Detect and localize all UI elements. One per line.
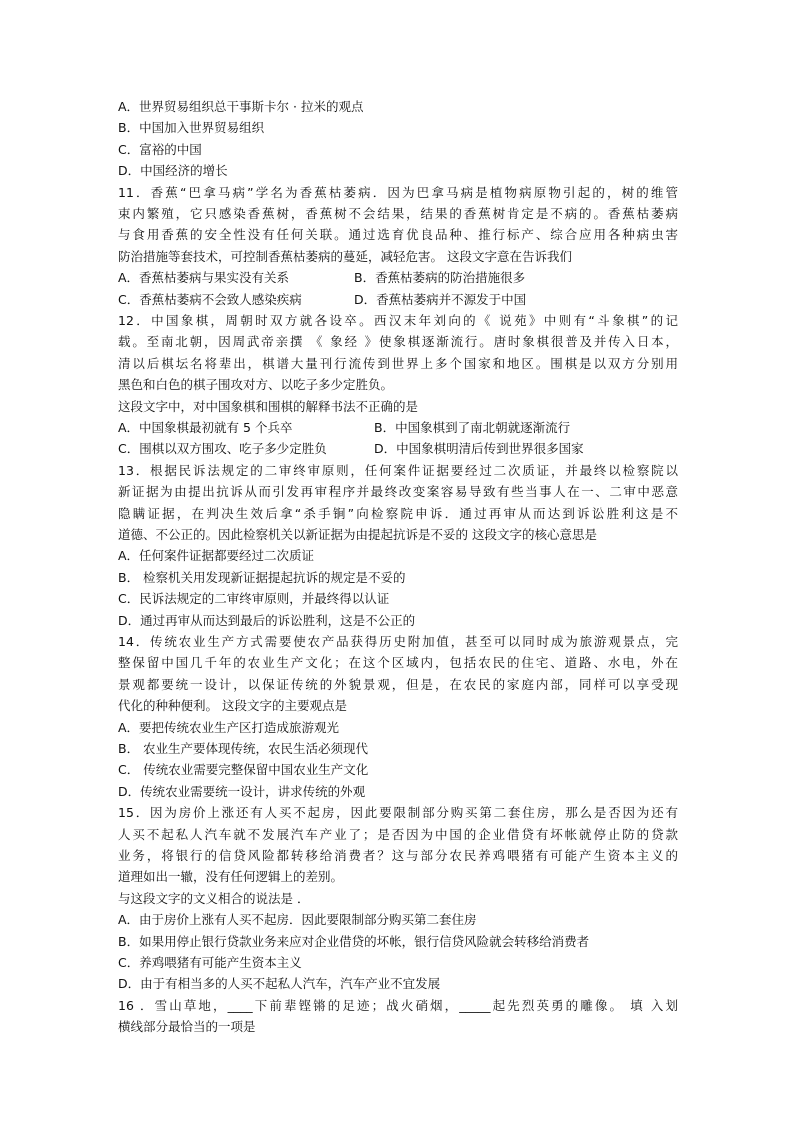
q12-option-c: C．围棋以双方围攻、吃子多少定胜负: [118, 441, 327, 457]
q13-stem-line: 13．根据民诉法规定的二审终审原则，任何案件证据要经过二次质证，并最终以检察院以: [118, 462, 678, 478]
q15-stem-line: 业务，将银行的信贷风险都转移给消费者？这与部分农民养鸡喂猪有可能产生资本主义的: [118, 848, 678, 863]
q12-stem-line: 这段文字中，对中国象棋和围棋的解释书法不正确的是: [118, 398, 419, 414]
q14-option-d: D．传统农业需要统一设计，讲求传统的外观: [118, 783, 366, 799]
q12-stem-line: 黑色和白色的棋子围攻对方、以吃子多少定胜负。: [118, 377, 394, 393]
q15-option-b: B．如果用停止银行贷款业务来应对企业借贷的坏帐，银行信贷风险就会转移给消费者: [118, 933, 590, 949]
q14-option-c: C． 传统农业需要完整保留中国农业生产文化: [118, 762, 369, 778]
q12-stem-line: 清以后棋坛名将辈出，棋谱大量刊行流传到世界上多个国家和地区。围棋是以双方分别用: [118, 355, 678, 371]
q10-option-a: A．世界贸易组织总干事斯卡尔 · 拉米的观点: [118, 99, 364, 114]
q16-stem-line: 横线部分最恰当的一项是: [118, 1019, 256, 1035]
q11-option-c: C．香蕉枯萎病不会致人感染疾病: [118, 291, 302, 307]
q11-options-row-2: [118, 289, 678, 310]
q14-stem-line: 代化的种种便利。 这段文字的主要观点是: [118, 698, 347, 714]
q16-stem-line: 16 ．雪山草地，____下前辈铿锵的足迹；战火硝烟，_____起先烈英勇的雕像。 填 入划: [118, 997, 678, 1013]
q12-option-b: B．中国象棋到了南北朝就逐渐流行: [374, 420, 571, 435]
q14-stem-line: 14．传统农业生产方式需要使农产品获得历史附加值，甚至可以同时成为旅游观景点，完: [118, 634, 678, 650]
q10-option-d: D．中国经济的增长: [118, 163, 228, 179]
q13-stem-line: 道德、不公正的。因此检察机关以新证据为由提起抗诉是不妥的 这段文字的核心意思是: [118, 526, 597, 542]
q15-option-a: A．由于房价上涨有人买不起房．因此要限制部分购买第二套住房: [118, 912, 477, 928]
q11-stem-line: 与食用香蕉的安全性没有任何关联。通过选育优良品种、推行标产、综合应用各种病虫害: [118, 227, 678, 243]
q14-option-a: A．要把传统农业生产区打造成旅游观光: [118, 719, 340, 735]
q11-option-b: B．香蕉枯萎病的防治措施很多: [354, 270, 526, 286]
question-12: [118, 310, 678, 460]
q14-stem-line: 景观都要统一设计，以保证传统的外貌景观，但是，在农民的家庭内部，同样可以享受现: [118, 676, 678, 692]
question-10-options: [118, 96, 678, 182]
q11-stem-line: 束内繁殖，它只感染香蕉树，香蕉树不会结果，结果的香蕉树肯定是不病的。香蕉枯萎病: [118, 206, 678, 222]
q12-stem-line: 12．中国象棋，周朝时双方就各设卒。西汉末年刘向的《 说苑》中则有“斗象棋”的记: [118, 313, 678, 329]
q12-options-row-2: [118, 438, 678, 459]
q11-option-d: D．香蕉枯萎病并不源发于中国: [354, 291, 527, 307]
q14-stem-line: 整保留中国几千年的农业生产文化；在这个区域内，包括农民的住宅、道路、水电，外在: [118, 655, 678, 671]
q13-option-a: A．任何案件证据都要经过二次质证: [118, 548, 315, 564]
q12-options-row-1: [118, 417, 678, 438]
q15-stem-line: 与这段文字的文义相合的说法是 ．: [118, 890, 310, 906]
q12-stem-line: 载。至南北朝，因周武帝亲撰 《 象经 》使象棋逐渐流行。唐时象棋很普及并传入日本，: [118, 334, 678, 350]
q13-option-b: B． 检察机关用发现新证据提起抗诉的规定是不妥的: [118, 569, 406, 585]
q15-stem-line: 15．因为房价上涨还有人买不起房，因此要限制部分购买第二套住房，那么是否因为还有: [118, 805, 678, 821]
q13-stem-line: 新证据为由提出抗诉从而引发再审程序并最终改变案容易导致有些当事人在一、二审中恶意: [118, 484, 678, 500]
q15-stem-line: 人买不起私人汽车就不发展汽车产业了；是否因为中国的企业借贷有坏帐就停止防的贷款: [118, 826, 678, 842]
q13-stem-line: 隐瞒证据，在判决生效后拿“杀手锏”向检察院申诉．通过再审从而达到诉讼胜利这是不: [118, 505, 678, 521]
q11-stem-line: 防治措施等套技术，可控制香蕉枯萎病的蔓延，减轻危害。 这段文字意在告诉我们: [118, 248, 572, 264]
question-15: [118, 802, 678, 995]
question-13: [118, 460, 678, 631]
q11-stem-line: 11．香蕉“巴拿马病”学名为香蕉枯萎病．因为巴拿马病是植物病原物引起的，树的维管: [118, 184, 678, 200]
q13-option-c: C．民诉法规定的二审终审原则，并最终得以认证: [118, 591, 390, 607]
q15-option-d: D．由于有相当多的人买不起私人汽车，汽车产业不宜发展: [118, 976, 441, 992]
question-11: [118, 182, 678, 310]
q11-options-row-1: [118, 267, 678, 288]
q13-option-d: D．通过再审从而达到最后的诉讼胜利，这是不公正的: [118, 612, 416, 628]
q12-option-d: D．中国象棋明清后传到世界很多国家: [374, 441, 584, 457]
q10-option-b: B．中国加入世界贸易组织: [118, 120, 265, 136]
q11-option-a: A．香蕉枯萎病与果实没有关系: [118, 270, 290, 286]
question-14: [118, 631, 678, 802]
exam-page: [118, 96, 678, 1038]
question-16: [118, 995, 678, 1038]
q14-option-b: B． 农业生产要体现传统，农民生活必须现代: [118, 741, 369, 756]
q12-option-a: A．中国象棋最初就有 5 个兵卒: [118, 420, 293, 435]
q15-option-c: C．养鸡喂猪有可能产生资本主义: [118, 955, 302, 971]
q15-stem-line: 道理如出一辙，没有任何逻辑上的差别。: [118, 869, 344, 885]
q10-option-c: C．富裕的中国: [118, 141, 202, 157]
